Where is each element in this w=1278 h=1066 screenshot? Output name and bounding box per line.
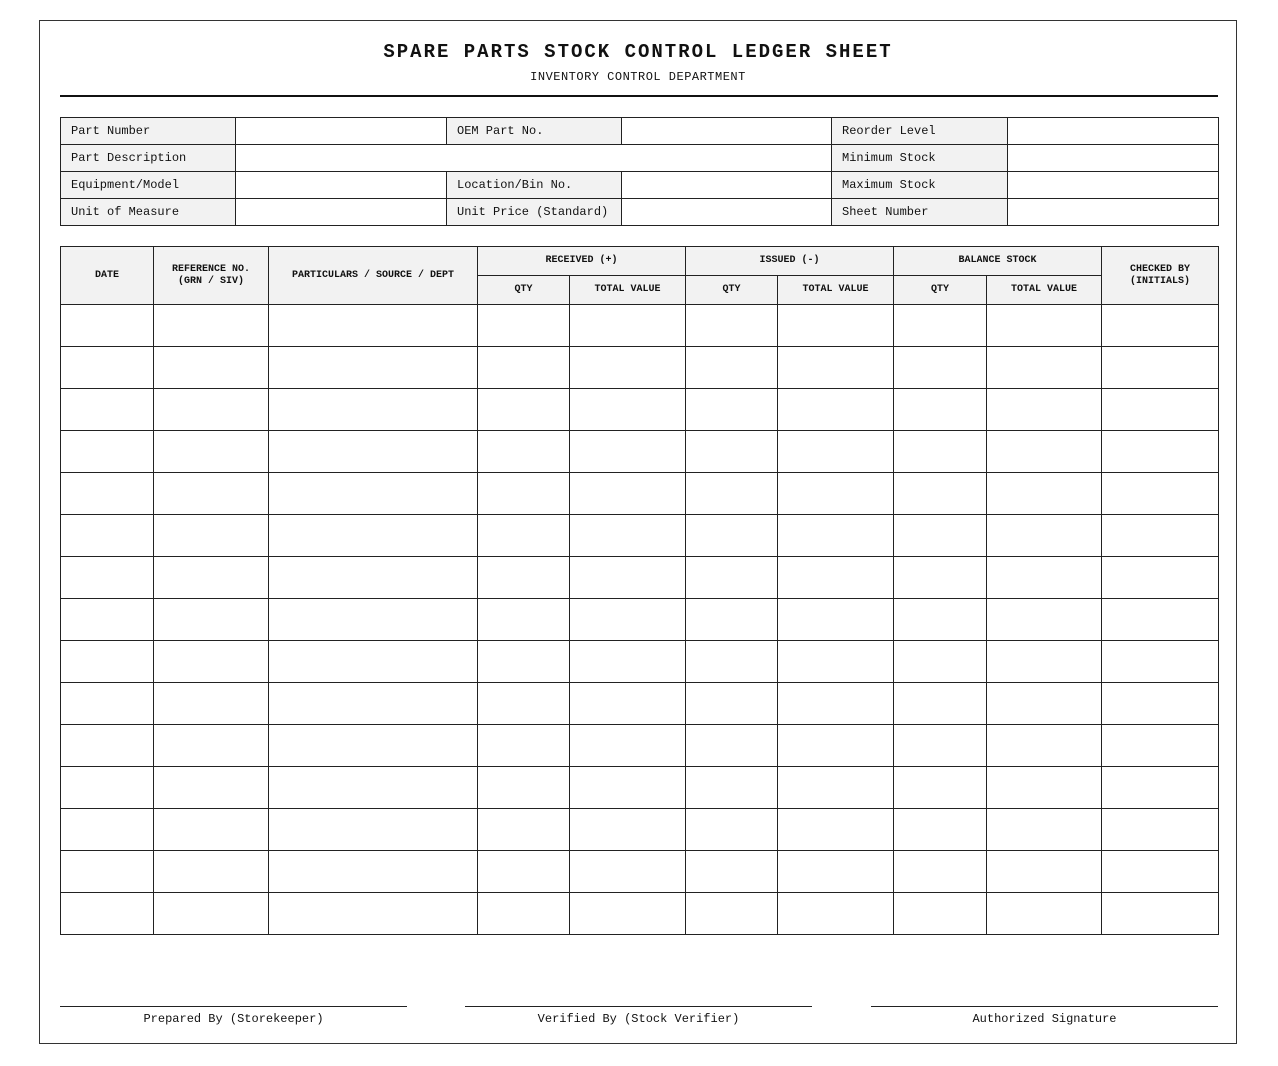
ledger-cell[interactable]: [478, 347, 570, 389]
ledger-cell[interactable]: [269, 683, 478, 725]
ledger-cell[interactable]: [987, 725, 1102, 767]
ledger-cell[interactable]: [778, 389, 894, 431]
ledger-cell[interactable]: [478, 599, 570, 641]
ledger-cell[interactable]: [778, 851, 894, 893]
col-balance: BALANCE STOCK: [894, 247, 1102, 276]
col-particulars: PARTICULARS / SOURCE / DEPT: [269, 247, 478, 305]
col-checked-by: [1102, 247, 1219, 305]
received-qty-header: QTY: [478, 276, 570, 305]
col-received: RECEIVED (+): [478, 247, 686, 276]
ledger-cell[interactable]: [570, 683, 686, 725]
ledger-cell[interactable]: [61, 599, 154, 641]
header-rule: [60, 95, 1218, 97]
ledger-cell[interactable]: [894, 599, 987, 641]
ledger-cell[interactable]: [686, 473, 778, 515]
ledger-cell[interactable]: [987, 515, 1102, 557]
ledger-cell[interactable]: [1102, 893, 1219, 935]
ledger-cell[interactable]: [269, 557, 478, 599]
ledger-cell[interactable]: [894, 767, 987, 809]
ledger-cell[interactable]: [478, 557, 570, 599]
ledger-cell[interactable]: [778, 809, 894, 851]
ledger-cell[interactable]: [1102, 515, 1219, 557]
ledger-cell[interactable]: [686, 683, 778, 725]
ledger-cell[interactable]: [61, 725, 154, 767]
ledger-cell[interactable]: [987, 389, 1102, 431]
ledger-cell[interactable]: [987, 431, 1102, 473]
ledger-cell[interactable]: [269, 725, 478, 767]
part-number-label: Part Number: [61, 118, 236, 145]
ledger-cell[interactable]: [269, 305, 478, 347]
ledger-cell[interactable]: [269, 809, 478, 851]
sheet-number-field[interactable]: [1008, 199, 1219, 226]
ledger-cell[interactable]: [987, 305, 1102, 347]
table-row: [61, 683, 1219, 725]
ledger-cell[interactable]: [61, 389, 154, 431]
issued-value-header: TOTAL VALUE: [778, 276, 894, 305]
ledger-cell[interactable]: [154, 473, 269, 515]
ledger-cell[interactable]: [1102, 725, 1219, 767]
ledger-cell[interactable]: [778, 305, 894, 347]
ledger-cell[interactable]: [478, 431, 570, 473]
ledger-cell[interactable]: [894, 305, 987, 347]
balance-value-header: TOTAL VALUE: [987, 276, 1102, 305]
ledger-cell[interactable]: [778, 515, 894, 557]
table-row: [61, 557, 1219, 599]
ledger-cell[interactable]: [778, 347, 894, 389]
ledger-cell[interactable]: [894, 725, 987, 767]
ledger-cell[interactable]: [154, 599, 269, 641]
ledger-cell[interactable]: [570, 767, 686, 809]
ledger-cell[interactable]: [987, 473, 1102, 515]
ledger-cell[interactable]: [686, 347, 778, 389]
ledger-cell[interactable]: [570, 725, 686, 767]
page-title: SPARE PARTS STOCK CONTROL LEDGER SHEET: [383, 41, 893, 63]
part-description-field[interactable]: [236, 145, 832, 172]
ledger-cell[interactable]: [987, 851, 1102, 893]
ledger-cell[interactable]: [778, 599, 894, 641]
ledger-cell[interactable]: [1102, 599, 1219, 641]
ledger-cell[interactable]: [686, 515, 778, 557]
ledger-cell[interactable]: [570, 347, 686, 389]
ledger-cell[interactable]: [269, 389, 478, 431]
ledger-cell[interactable]: [570, 641, 686, 683]
ledger-cell[interactable]: [478, 641, 570, 683]
ledger-cell[interactable]: [61, 641, 154, 683]
table-row: [61, 725, 1219, 767]
maximum-stock-field[interactable]: [1008, 172, 1219, 199]
ledger-sheet: [39, 20, 1237, 1044]
location-bin-field[interactable]: [622, 172, 832, 199]
ledger-cell[interactable]: [154, 893, 269, 935]
table-row: [61, 767, 1219, 809]
ledger-cell[interactable]: [61, 305, 154, 347]
ledger-cell[interactable]: [154, 557, 269, 599]
ledger-cell[interactable]: [1102, 347, 1219, 389]
ledger-cell[interactable]: [570, 809, 686, 851]
ledger-cell[interactable]: [478, 473, 570, 515]
part-info-table: [60, 117, 1219, 226]
ledger-cell[interactable]: [478, 767, 570, 809]
col-checked-line2: (INITIALS): [1130, 275, 1191, 287]
ledger-cell[interactable]: [894, 851, 987, 893]
maximum-stock-label: Maximum Stock: [832, 172, 1008, 199]
table-row: [61, 431, 1219, 473]
ledger-cell[interactable]: [269, 347, 478, 389]
ledger-cell[interactable]: [570, 431, 686, 473]
ledger-cell[interactable]: [1102, 431, 1219, 473]
ledger-cell[interactable]: [778, 767, 894, 809]
location-bin-label: Location/Bin No.: [447, 172, 622, 199]
col-checked-line1: CHECKED BY: [1130, 263, 1191, 275]
ledger-cell[interactable]: [570, 389, 686, 431]
minimum-stock-label: Minimum Stock: [832, 145, 1008, 172]
equipment-model-field[interactable]: [236, 172, 447, 199]
ledger-cell[interactable]: [154, 767, 269, 809]
ledger-cell[interactable]: [686, 389, 778, 431]
equipment-model-label: Equipment/Model: [61, 172, 236, 199]
ledger-cell[interactable]: [154, 347, 269, 389]
ledger-cell[interactable]: [478, 725, 570, 767]
ledger-cell[interactable]: [61, 683, 154, 725]
table-row: [61, 305, 1219, 347]
oem-part-no-field[interactable]: [622, 118, 832, 145]
ledger-cell[interactable]: [686, 725, 778, 767]
ledger-cell[interactable]: [894, 431, 987, 473]
ledger-cell[interactable]: [570, 515, 686, 557]
ledger-cell[interactable]: [269, 473, 478, 515]
ledger-cell[interactable]: [478, 851, 570, 893]
ledger-cell[interactable]: [478, 893, 570, 935]
reorder-level-field[interactable]: [1008, 118, 1219, 145]
unit-price-label: Unit Price (Standard): [447, 199, 622, 226]
table-row: [61, 809, 1219, 851]
ledger-cell[interactable]: [1102, 305, 1219, 347]
ledger-cell[interactable]: [269, 767, 478, 809]
ledger-cell[interactable]: [269, 599, 478, 641]
ledger-cell[interactable]: [686, 809, 778, 851]
ledger-cell[interactable]: [269, 893, 478, 935]
ledger-cell[interactable]: [154, 851, 269, 893]
ledger-cell[interactable]: [61, 809, 154, 851]
ledger-cell[interactable]: [478, 809, 570, 851]
ledger-cell[interactable]: [1102, 473, 1219, 515]
ledger-cell[interactable]: [686, 557, 778, 599]
ledger-cell[interactable]: [478, 389, 570, 431]
ledger-cell[interactable]: [894, 389, 987, 431]
ledger-cell[interactable]: [987, 641, 1102, 683]
ledger-cell[interactable]: [478, 683, 570, 725]
ledger-cell[interactable]: [269, 851, 478, 893]
ledger-cell[interactable]: [894, 809, 987, 851]
sheet-number-label: Sheet Number: [832, 199, 1008, 226]
ledger-cell[interactable]: [570, 599, 686, 641]
ledger-cell[interactable]: [154, 305, 269, 347]
issued-qty-header: QTY: [686, 276, 778, 305]
unit-of-measure-label: Unit of Measure: [61, 199, 236, 226]
ledger-cell[interactable]: [269, 515, 478, 557]
ledger-cell[interactable]: [154, 641, 269, 683]
ledger-cell[interactable]: [269, 431, 478, 473]
ledger-cell[interactable]: [987, 893, 1102, 935]
ledger-cell[interactable]: [686, 431, 778, 473]
ledger-cell[interactable]: [61, 473, 154, 515]
ledger-cell[interactable]: [894, 683, 987, 725]
ledger-cell[interactable]: [686, 893, 778, 935]
table-row: [61, 515, 1219, 557]
minimum-stock-field[interactable]: [1008, 145, 1219, 172]
ledger-cell[interactable]: [1102, 809, 1219, 851]
ledger-cell[interactable]: [154, 725, 269, 767]
table-row: [61, 347, 1219, 389]
ledger-cell[interactable]: [778, 893, 894, 935]
ledger-cell[interactable]: [778, 557, 894, 599]
ledger-cell[interactable]: [1102, 557, 1219, 599]
col-reference: [154, 247, 269, 305]
ledger-cell[interactable]: [686, 851, 778, 893]
ledger-cell[interactable]: [570, 893, 686, 935]
ledger-cell[interactable]: [1102, 683, 1219, 725]
ledger-cell[interactable]: [1102, 641, 1219, 683]
ledger-cell[interactable]: [894, 641, 987, 683]
ledger-cell[interactable]: [154, 389, 269, 431]
stock-ledger-table: [60, 246, 1219, 935]
ledger-cell[interactable]: [894, 347, 987, 389]
ledger-cell[interactable]: [778, 473, 894, 515]
ledger-cell[interactable]: [987, 557, 1102, 599]
ledger-cell[interactable]: [61, 431, 154, 473]
ledger-cell[interactable]: [570, 305, 686, 347]
ledger-cell[interactable]: [987, 599, 1102, 641]
ledger-cell[interactable]: [987, 809, 1102, 851]
part-description-label: Part Description: [61, 145, 236, 172]
ledger-cell[interactable]: [778, 431, 894, 473]
prepared-by-signature: Prepared By (Storekeeper): [60, 1006, 407, 1026]
ledger-cell[interactable]: [987, 347, 1102, 389]
table-row: [61, 641, 1219, 683]
reorder-level-label: Reorder Level: [832, 118, 1008, 145]
ledger-cell[interactable]: [894, 473, 987, 515]
table-row: [61, 851, 1219, 893]
ledger-cell[interactable]: [570, 473, 686, 515]
ledger-cell[interactable]: [570, 851, 686, 893]
table-row: [61, 473, 1219, 515]
ledger-cell[interactable]: [778, 725, 894, 767]
ledger-cell[interactable]: [778, 641, 894, 683]
ledger-cell[interactable]: [1102, 389, 1219, 431]
ledger-cell[interactable]: [894, 893, 987, 935]
ledger-cell[interactable]: [1102, 851, 1219, 893]
col-reference-line2: (GRN / SIV): [177, 275, 244, 287]
ledger-cell[interactable]: [154, 431, 269, 473]
oem-part-no-label: OEM Part No.: [447, 118, 622, 145]
ledger-cell[interactable]: [686, 305, 778, 347]
ledger-cell[interactable]: [154, 515, 269, 557]
ledger-cell[interactable]: [894, 515, 987, 557]
ledger-cell[interactable]: [154, 809, 269, 851]
col-issued: ISSUED (-): [686, 247, 894, 276]
page-subtitle: INVENTORY CONTROL DEPARTMENT: [530, 70, 746, 84]
col-reference-line1: REFERENCE NO.: [171, 263, 250, 275]
ledger-cell[interactable]: [987, 767, 1102, 809]
unit-of-measure-field[interactable]: [236, 199, 447, 226]
part-number-field[interactable]: [236, 118, 447, 145]
ledger-cell[interactable]: [478, 305, 570, 347]
ledger-body: [61, 305, 1219, 935]
ledger-cell[interactable]: [61, 893, 154, 935]
ledger-cell[interactable]: [778, 683, 894, 725]
ledger-cell[interactable]: [987, 683, 1102, 725]
ledger-cell[interactable]: [686, 599, 778, 641]
ledger-cell[interactable]: [61, 851, 154, 893]
ledger-cell[interactable]: [686, 767, 778, 809]
unit-price-field[interactable]: [622, 199, 832, 226]
ledger-cell[interactable]: [686, 641, 778, 683]
table-row: [61, 599, 1219, 641]
ledger-cell[interactable]: [1102, 767, 1219, 809]
table-row: [61, 893, 1219, 935]
ledger-cell[interactable]: [61, 557, 154, 599]
ledger-cell[interactable]: [61, 515, 154, 557]
ledger-cell[interactable]: [894, 557, 987, 599]
verified-by-signature: Verified By (Stock Verifier): [465, 1006, 812, 1026]
authorized-signature: Authorized Signature: [871, 1006, 1218, 1026]
ledger-cell[interactable]: [478, 515, 570, 557]
balance-qty-header: QTY: [894, 276, 987, 305]
ledger-cell[interactable]: [269, 641, 478, 683]
ledger-cell[interactable]: [154, 683, 269, 725]
table-row: [61, 389, 1219, 431]
received-value-header: TOTAL VALUE: [570, 276, 686, 305]
ledger-cell[interactable]: [61, 347, 154, 389]
ledger-cell[interactable]: [61, 767, 154, 809]
ledger-cell[interactable]: [570, 557, 686, 599]
col-date: DATE: [61, 247, 154, 305]
